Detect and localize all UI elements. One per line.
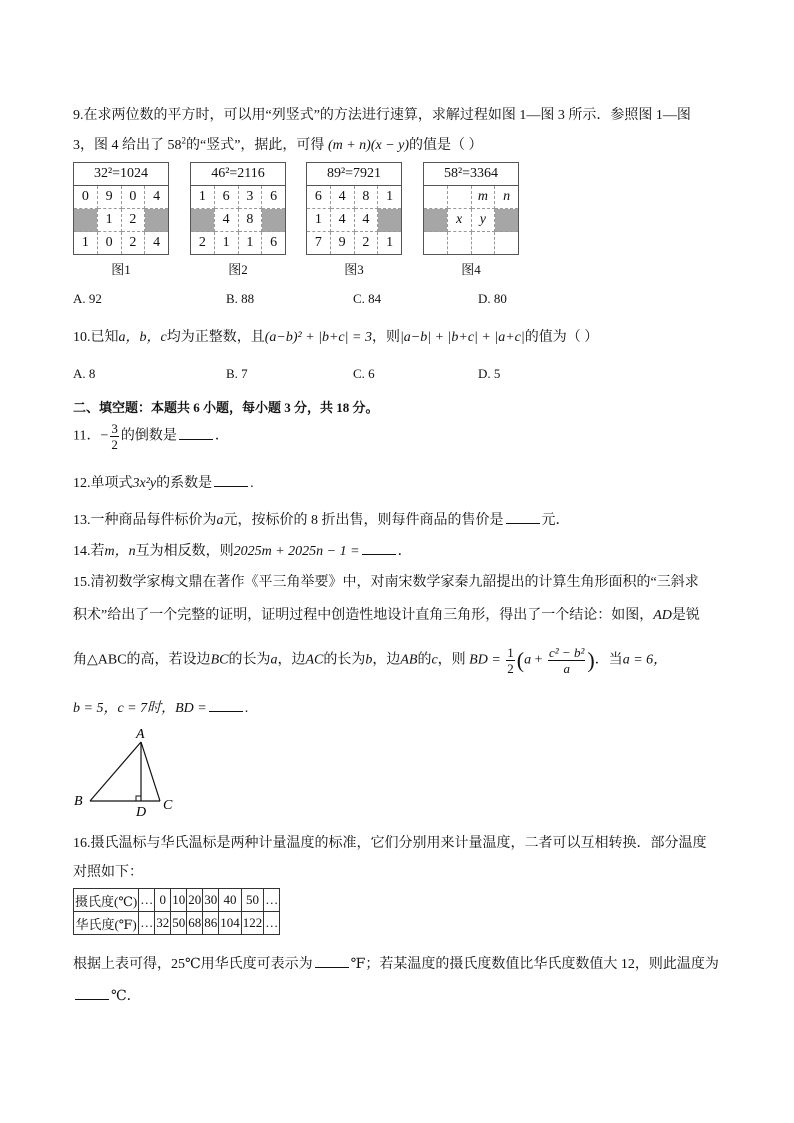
- figure-4: [423, 162, 519, 278]
- figure-caption: 图2: [228, 262, 248, 277]
- temp-cell: 华氏度(℉): [74, 912, 139, 935]
- q12: 12.单项式3x²y的系数是 .: [73, 476, 254, 491]
- temp-cell: 20: [187, 889, 203, 912]
- figure-cell: 1: [214, 232, 238, 255]
- figure-cell: [262, 209, 286, 232]
- q16-line2: 对照如下：: [73, 865, 143, 880]
- q9-option-a: A. 92: [73, 291, 102, 306]
- q15-line1: 15.清初数学家梅文鼎在著作《平三角举要》中，对南宋数学家秦九韶提出的计算生角形面积的“三斜求: [73, 575, 699, 590]
- q10-condition: (a−b)² + |b+c| = 3: [264, 330, 372, 345]
- q15-half-fraction: $\frac{1}{2}$: [507, 645, 514, 676]
- temp-cell: 30: [203, 889, 219, 912]
- temp-cell: 10: [171, 889, 187, 912]
- figure-cell: n: [495, 186, 519, 209]
- q13: 13.一种商品每件标价为a元，按标价的 8 折出售，则每件商品的售价是 元．: [73, 513, 570, 528]
- label-a: A: [136, 727, 145, 742]
- q14: 14.若m，n互为相反数，则2025m + 2025n − 1 = ．: [73, 544, 412, 559]
- temp-cell: 50: [171, 912, 187, 935]
- temperature-table: [73, 888, 280, 935]
- figure-cell: 0: [121, 186, 145, 209]
- figure-header: 89²=7921: [307, 163, 402, 186]
- figure-cell: [495, 209, 519, 232]
- triangle-abc-figure: [70, 724, 190, 820]
- figure-header: 58²=3364: [424, 163, 519, 186]
- figure-cell: 4: [354, 209, 378, 232]
- figure-cell: 1: [191, 186, 215, 209]
- figure-cell: 6: [262, 232, 286, 255]
- temp-cell: …: [264, 889, 280, 912]
- q10-stem: 10.已知a，b，c均为正整数，且(a−b)² + |b+c| = 3，则|a−b| + |b+c| + |a+c|的值为（ ）: [73, 330, 599, 345]
- q11-answer-blank[interactable]: [179, 438, 213, 440]
- figure-cell: 2: [191, 232, 215, 255]
- figure-cell: 4: [330, 209, 354, 232]
- figure-1: [73, 162, 169, 278]
- figure-cell: 4: [145, 186, 169, 209]
- q10-option-b: B. 7: [226, 366, 248, 381]
- q16-line3: 根据上表可得，25℃用华氏度可表示为 ℉；若某温度的摄氏度数值比华氏度数值大 12，则此温度为: [73, 957, 719, 972]
- q9-option-d: D. 80: [478, 291, 507, 306]
- q15-line4: b = 5，c = 7时，BD = .: [73, 701, 249, 716]
- figure-3: [306, 162, 402, 278]
- side-ac: [141, 742, 160, 801]
- q9-line1: 9.在求两位数的平方时，可以用“列竖式”的方法进行速算，求解过程如图 1—图 3 所示．参照图 1—图: [73, 108, 691, 123]
- q10-expression: |a−b| + |b+c| + |a+c|: [399, 330, 525, 345]
- figure-cell: [447, 232, 471, 255]
- q9-option-b: B. 88: [226, 291, 255, 306]
- figure-cell: 7: [307, 232, 331, 255]
- q15-line3: 角△ABC的高，若设边BC的长为a，边AC的长为b，边AB的c，则 BD = $\frac{1}{2}$ (a + $\frac{\text{c² − b²}}{a}$ )．当a = 6，: [73, 645, 668, 676]
- section-fill-in-heading: 二、填空题：本题共 6 小题，每小题 3 分，共 18 分。: [73, 400, 379, 415]
- temp-cell: 104: [219, 912, 242, 935]
- figure-cell: y: [471, 209, 495, 232]
- figure-cell: 2: [121, 232, 145, 255]
- figure-cell: 2: [354, 232, 378, 255]
- figure-cell: 8: [238, 209, 262, 232]
- label-d: D: [136, 805, 147, 820]
- figure-header: 46²=2116: [191, 163, 286, 186]
- q9-line2: 3，图 4 给出了 $58^2$的“竖式”，据此，可得 (m + n)(x − y)的值是（ ）: [73, 135, 483, 153]
- q16-line1: 16.摄氏温标与华氏温标是两种计量温度的标准，它们分别用来计量温度，二者可以互相转换．部分温度: [73, 836, 707, 851]
- q10-option-a: A. 8: [73, 366, 96, 381]
- temp-cell: 32: [155, 912, 171, 935]
- temp-cell: 68: [187, 912, 203, 935]
- q10-option-d: D. 5: [478, 366, 501, 381]
- figure-2: [190, 162, 286, 278]
- temp-cell: …: [139, 912, 155, 935]
- figure-caption: 图4: [461, 262, 481, 277]
- figure-cell: 6: [307, 186, 331, 209]
- figure-caption: 图3: [344, 262, 364, 277]
- temp-cell: 40: [219, 889, 242, 912]
- figure-cell: x: [447, 209, 471, 232]
- q10-option-c: C. 6: [353, 366, 375, 381]
- figure-cell: [378, 209, 402, 232]
- figure-cell: 1: [378, 186, 402, 209]
- figure-cell: [471, 232, 495, 255]
- label-c: C: [163, 798, 173, 813]
- figure-cell: [424, 232, 448, 255]
- q16-line4: ℃．: [73, 985, 141, 1005]
- figure-cell: [447, 186, 471, 209]
- q11: 11．− $\frac{3}{2}$ 的倒数是 ．: [73, 421, 229, 452]
- temp-cell: 50: [241, 889, 264, 912]
- temp-cell: 86: [203, 912, 219, 935]
- figure-cell: [74, 209, 98, 232]
- figure-cell: 1: [97, 209, 121, 232]
- figure-cell: 4: [330, 186, 354, 209]
- figure-cell: 1: [74, 232, 98, 255]
- figure-cell: 9: [330, 232, 354, 255]
- figure-cell: [191, 209, 215, 232]
- figure-cell: 4: [214, 209, 238, 232]
- temp-cell: 0: [155, 889, 171, 912]
- temp-cell: 摄氏度(℃): [74, 889, 139, 912]
- figure-cell: 4: [145, 232, 169, 255]
- q9-option-c: C. 84: [353, 291, 382, 306]
- q15-answer-blank[interactable]: [209, 710, 243, 712]
- figure-cell: 1: [307, 209, 331, 232]
- q15-inner-fraction: $\frac{\text{c² − b²}}{a}$: [549, 645, 585, 676]
- temp-cell: 122: [241, 912, 264, 935]
- figure-cell: m: [471, 186, 495, 209]
- figure-cell: [495, 232, 519, 255]
- figure-cell: 9: [97, 186, 121, 209]
- figure-cell: 0: [74, 186, 98, 209]
- figure-cell: 3: [238, 186, 262, 209]
- figure-cell: 1: [378, 232, 402, 255]
- figure-cell: [424, 186, 448, 209]
- q11-fraction: $\frac{3}{2}$: [111, 421, 118, 452]
- q15-line2: 积术”给出了一个完整的证明，证明过程中创造性地设计直角三角形，得出了一个结论：如图，AD是锐: [73, 608, 700, 623]
- figure-header: 32²=1024: [74, 163, 169, 186]
- temp-cell: …: [139, 889, 155, 912]
- figure-cell: 2: [121, 209, 145, 232]
- figure-cell: 8: [354, 186, 378, 209]
- figure-cell: 1: [238, 232, 262, 255]
- q14-answer-blank[interactable]: [362, 553, 396, 555]
- figure-cell: [145, 209, 169, 232]
- side-ab: [90, 742, 141, 801]
- label-b: B: [74, 794, 83, 809]
- q13-answer-blank[interactable]: [506, 522, 540, 524]
- q16-answer-blank-1[interactable]: [315, 966, 349, 968]
- figure-cell: [424, 209, 448, 232]
- temp-cell: …: [264, 912, 280, 935]
- figure-cell: 0: [97, 232, 121, 255]
- right-angle-mark: [136, 796, 141, 801]
- q16-answer-blank-2[interactable]: [75, 998, 109, 1000]
- figure-cell: 6: [214, 186, 238, 209]
- q12-answer-blank[interactable]: [214, 485, 248, 487]
- figure-cell: 6: [262, 186, 286, 209]
- q9-expression: (m + n)(x − y): [327, 138, 410, 153]
- figure-caption: 图1: [111, 262, 131, 277]
